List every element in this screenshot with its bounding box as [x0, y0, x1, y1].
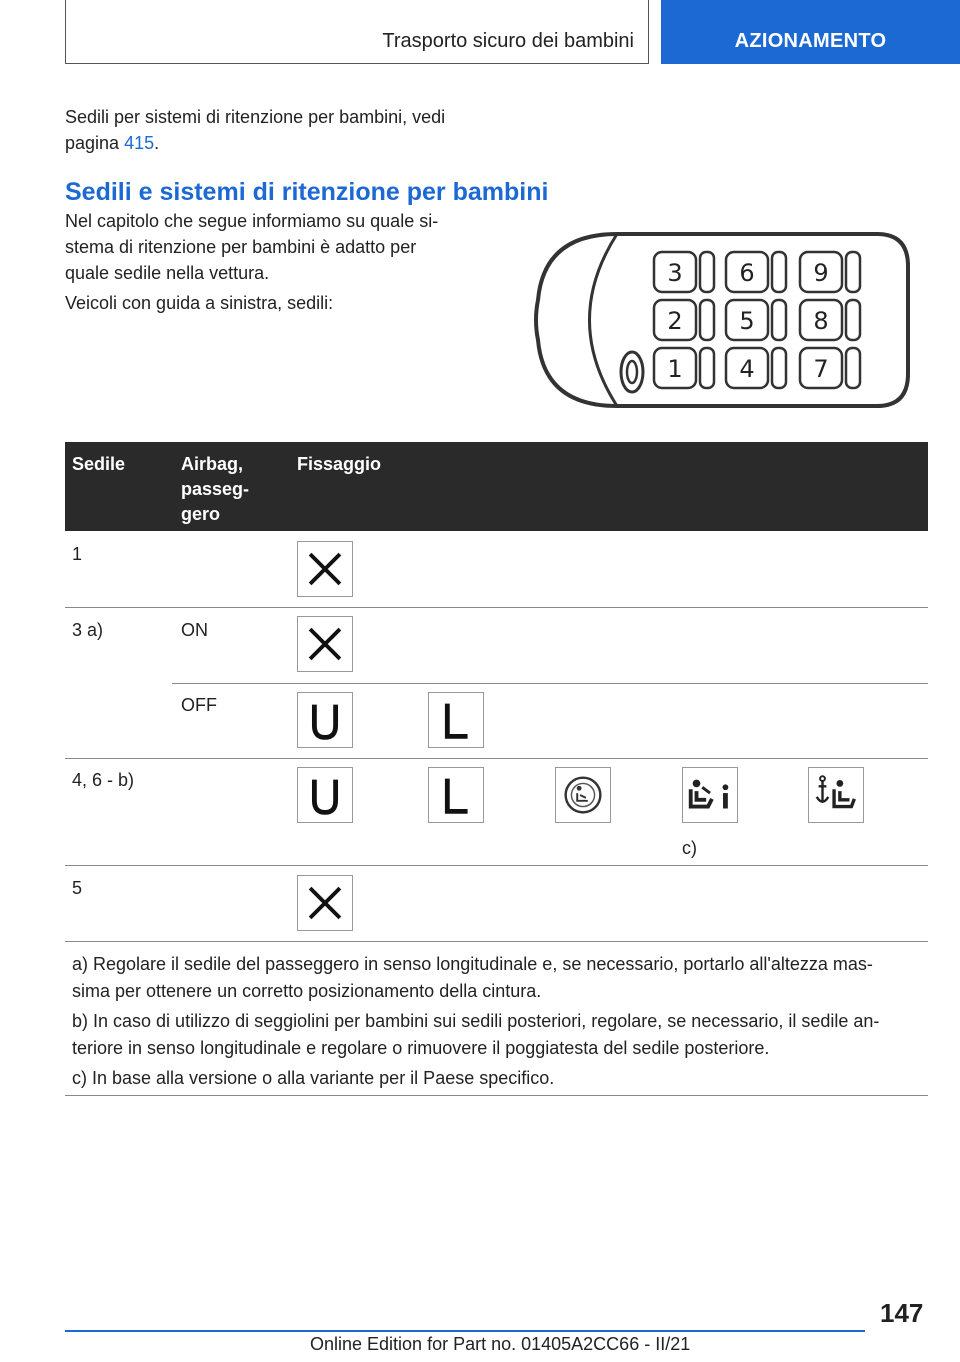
seat-number: 1 [667, 355, 683, 383]
semi-universal-l-icon [428, 692, 484, 748]
seat-backrest [846, 348, 860, 388]
footnote-c: c) In base alla versione o alla variante per il Paese specifico. [72, 1068, 555, 1088]
section-title: Sedili e sistemi di ritenzione per bambini [65, 178, 549, 206]
header-chapter-tab[interactable] [661, 0, 960, 64]
page-reference-link[interactable]: 415 [124, 133, 155, 153]
universal-u-icon [297, 767, 353, 823]
header-fixing: Fissaggio [297, 454, 382, 474]
header-seat: Sedile [72, 454, 126, 474]
seat-backrest [700, 252, 714, 292]
row-2-seat: 3 a) [72, 620, 104, 640]
footnote-a: a) Regolare il sedile del passeggero in senso longitudinale e, se necessario, portarlo all'altezza mas- sima per ottenere un corretto posizionamento della cintura. [72, 954, 873, 1001]
isofix-anchor-icon [808, 767, 864, 823]
row-divider [172, 683, 928, 684]
seat-number: 8 [813, 307, 829, 335]
i-size-icon [555, 767, 611, 823]
seat-backrest [772, 252, 786, 292]
row-divider [65, 758, 928, 759]
seat-number: 5 [739, 307, 755, 335]
header-airbag: Airbag, passeg- gero [181, 454, 250, 524]
table-bottom-divider [65, 1095, 928, 1096]
cross-icon [297, 541, 353, 597]
header-section-box [65, 0, 649, 64]
footer-line [65, 1330, 865, 1332]
seat-backrest [846, 300, 860, 340]
seat-backrest [846, 252, 860, 292]
row-2-airbag: ON [181, 620, 208, 640]
seat-backrest [772, 300, 786, 340]
seat-number: 4 [739, 355, 755, 383]
cross-icon [297, 875, 353, 931]
row-3-airbag: OFF [181, 695, 217, 715]
page-number: 147 [880, 1298, 924, 1328]
seat-number: 3 [667, 259, 683, 287]
universal-u-icon [297, 692, 353, 748]
row-divider [65, 607, 928, 608]
seat-number: 2 [667, 307, 683, 335]
child-seat-info-icon [682, 767, 738, 823]
seat-backrest [772, 348, 786, 388]
header-section-title: Trasporto sicuro dei bambini [382, 30, 634, 52]
intro-text: Sedili per sistemi di ritenzione per bambini, vedi pagina 415. [65, 107, 446, 153]
row-divider [65, 941, 928, 942]
section-body-2: Veicoli con guida a sinistra, sedili: [65, 293, 334, 313]
steering-wheel-icon [621, 352, 643, 392]
cross-icon [297, 616, 353, 672]
seat-backrest [700, 348, 714, 388]
row-5-seat: 5 [72, 878, 83, 898]
row-1-seat: 1 [72, 544, 83, 564]
header-chapter-title: AZIONAMENTO [734, 30, 887, 52]
table-header [65, 442, 928, 531]
footnote-b: b) In caso di utilizzo di seggiolini per bambini sui sedili posteriori, regolare, se necessario, il sedile an- teriore in senso longitudinale e regolare o rimuovere il poggiatesta del sedile posteriore. [72, 1011, 880, 1058]
seat-number: 9 [813, 259, 829, 287]
row-divider [65, 865, 928, 866]
seat-layout-diagram [532, 230, 912, 410]
seat-number: 6 [739, 259, 755, 287]
seat-backrest [700, 300, 714, 340]
row-4-icon-note: c) [682, 838, 697, 858]
section-body: Nel capitolo che segue informiamo su quale si- stema di ritenzione per bambini è adatto per quale sedile nella vettura. [65, 211, 439, 283]
row-4-seat: 4, 6 - b) [72, 770, 135, 790]
seat-number: 7 [813, 355, 829, 383]
semi-universal-l-icon [428, 767, 484, 823]
footer-edition: Online Edition for Part no. 01405A2CC66 - II/21 [310, 1334, 691, 1354]
